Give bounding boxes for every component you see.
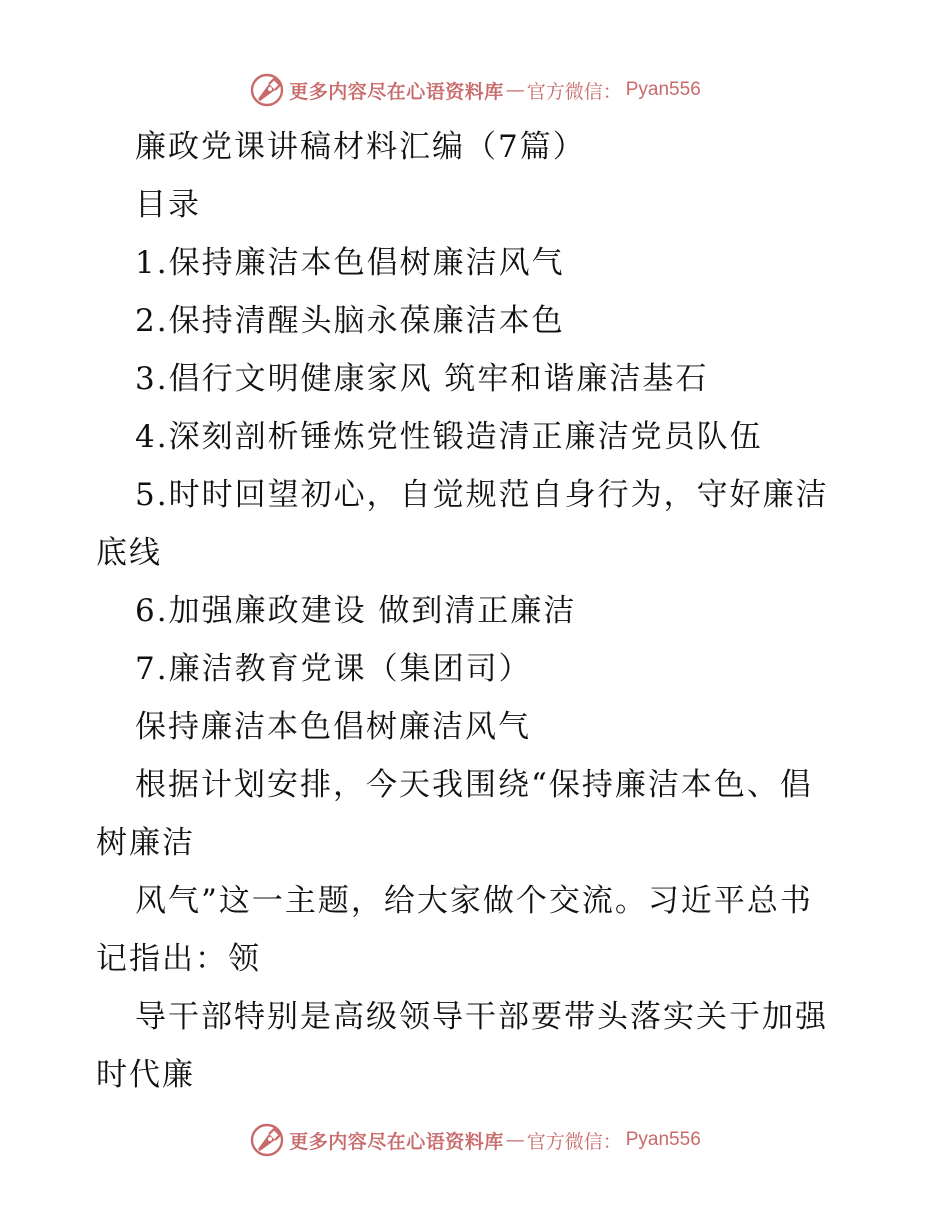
banner-wechat-id: Pyan556 <box>625 1129 701 1150</box>
paragraph-line: 记指出：领 <box>96 941 261 977</box>
document-title: 廉政党课讲稿材料汇编（7篇） <box>135 129 586 165</box>
document-body <box>96 118 856 1104</box>
toc-heading: 目录 <box>135 187 201 223</box>
toc-item: 7.廉洁教育党课（集团司） <box>135 651 532 687</box>
paragraph-line: 导干部特别是高级领导干部要带头落实关于加强 <box>135 999 828 1035</box>
toc-item: 1.保持廉洁本色倡树廉洁风气 <box>135 245 565 281</box>
banner-separator: — <box>505 79 525 101</box>
paragraph-line: 时代廉 <box>96 1057 195 1093</box>
toc-item: 2.保持清醒头脑永葆廉洁本色 <box>135 303 565 339</box>
toc-item: 5.时时回望初心，自觉规范自身行为，守好廉洁 <box>135 477 829 513</box>
paragraph-line: 风气”这一主题，给大家做个交流。习近平总书 <box>135 883 813 919</box>
toc-item-continuation: 底线 <box>96 535 162 571</box>
section-heading: 保持廉洁本色倡树廉洁风气 <box>135 709 531 745</box>
pen-nib-logo-icon <box>249 72 285 108</box>
banner-separator: — <box>505 1129 525 1151</box>
paragraph-line: 树廉洁 <box>96 825 195 861</box>
footer-banner <box>0 1120 950 1160</box>
banner-official-label: 官方微信： <box>526 1130 622 1153</box>
banner-site-text: 更多内容尽在心语资料库 <box>289 1130 504 1153</box>
banner-site-text: 更多内容尽在心语资料库 <box>289 80 504 103</box>
banner-official-label: 官方微信： <box>526 80 622 103</box>
banner-wechat-id: Pyan556 <box>625 79 701 100</box>
toc-item: 3.倡行文明健康家风 筑牢和谐廉洁基石 <box>135 361 709 397</box>
pen-nib-logo-icon <box>249 1122 285 1158</box>
toc-item: 4.深刻剖析锤炼党性锻造清正廉洁党员队伍 <box>135 419 763 455</box>
paragraph-line: 根据计划安排，今天我围绕“保持廉洁本色、倡 <box>135 767 813 803</box>
header-banner <box>0 70 950 110</box>
toc-item: 6.加强廉政建设 做到清正廉洁 <box>135 593 577 629</box>
